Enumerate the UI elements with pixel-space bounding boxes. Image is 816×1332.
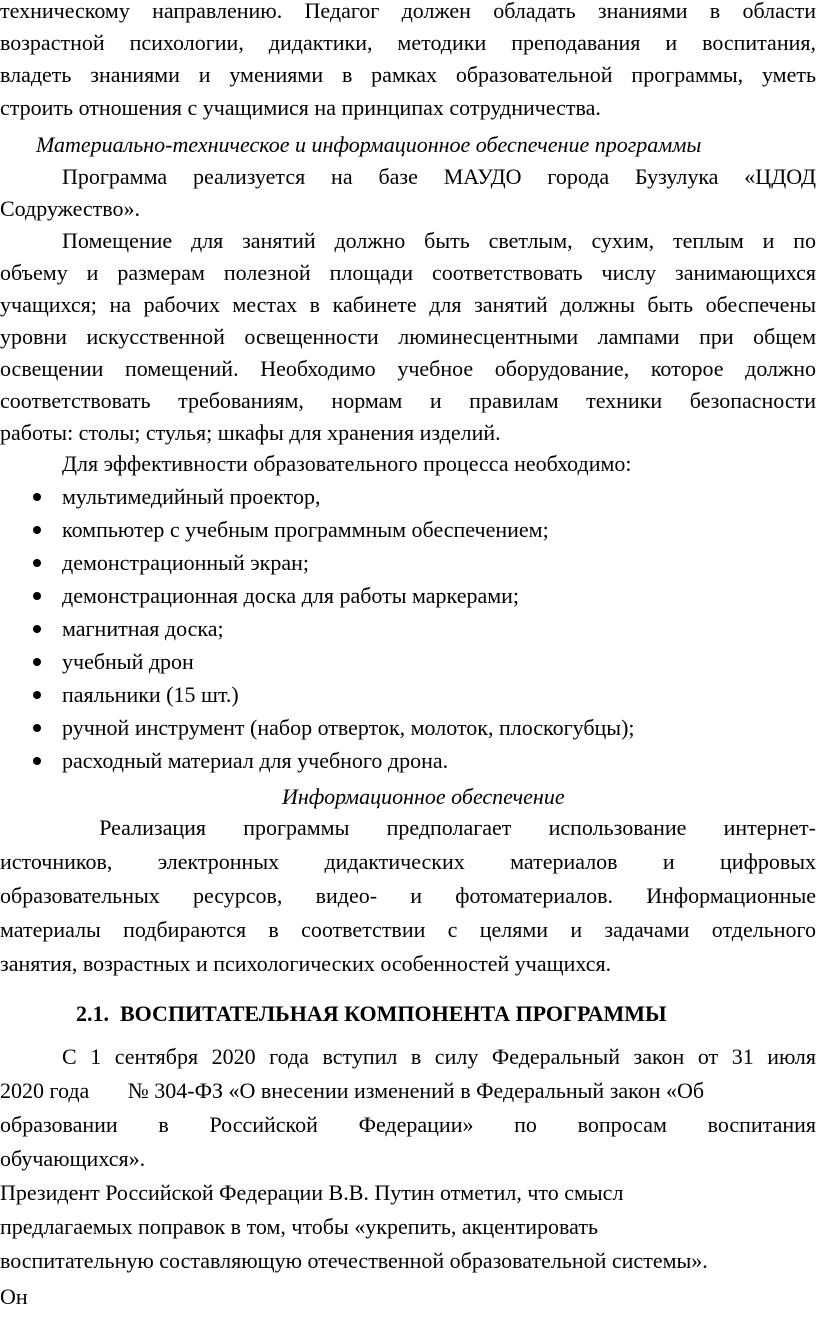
paragraph-line: Программа реализуется на базе МАУДО города Бузулука «ЦДОД — [62, 164, 816, 189]
bullet-icon — [33, 757, 41, 765]
paragraph-line: образовательных ресурсов, видео- и фотоматериалов. Информационные — [0, 883, 816, 908]
paragraph-line: возрастной психологии, дидактики, методики преподавания и воспитания, — [0, 30, 816, 55]
paragraph-line: объему и размерам полезной площади соответствовать числу занимающихся — [0, 260, 816, 285]
bullet-icon — [33, 691, 41, 699]
paragraph-line: С 1 сентября 2020 года вступил в силу Федеральный закон от 31 июля — [62, 1044, 816, 1069]
paragraph-line: учащихся; на рабочих местах в кабинете для занятий должны быть обеспечены — [0, 292, 816, 317]
paragraph-line: источников, электронных дидактических материалов и цифровых — [0, 849, 816, 874]
paragraph-line: материалы подбираются в соответствии с целями и задачами отдельного — [0, 917, 816, 942]
paragraph-line: Помещение для занятий должно быть светлым, сухим, теплым и по — [62, 228, 816, 253]
paragraph-line: техническому направлению. Педагог должен обладать знаниями в области — [0, 0, 816, 23]
paragraph-line: владеть знаниями и умениями в рамках образовательной программы, уметь — [0, 62, 816, 87]
bullet-icon — [33, 526, 41, 534]
bullet-icon — [33, 559, 41, 567]
bullet-icon — [33, 493, 41, 501]
paragraph-line: соответствовать требованиям, нормам и правилам техники безопасности — [0, 388, 816, 413]
bullet-icon — [33, 724, 41, 732]
paragraph-line: уровни искусственной освещенности люминесцентными лампами при общем — [0, 324, 816, 349]
bullet-icon — [33, 625, 41, 633]
paragraph-line: освещении помещений. Необходимо учебное оборудование, которое должно — [0, 356, 816, 381]
bullet-icon — [33, 592, 41, 600]
paragraph-line: Реализация программы предполагает использование интернет- — [62, 815, 816, 840]
bullet-icon — [33, 658, 41, 666]
paragraph-line: образовании в Российской Федерации» по вопросам воспитания — [0, 1112, 816, 1137]
document-page: техническому направлению. Педагог должен обладать знаниями в области возрастной психологии, дидактики, методики преподавания и воспитания, владеть знаниями и умениями в рамках образовательной программы, уметь строить отношения с учащимися на принципах сотрудничества. Материально-техническое и информационное обеспечение программы Программа реализуется на базе МАУДО города Бузулука «ЦДОД Содружество». Помещение для занятий должно быть светлым, сухим, теплым и по объему и размерам полезной площади соответствовать числу занимающихся учащихся; на рабочих местах в кабинете для занятий должны быть обеспечены уровни искусственной освещенности люминесцентными лампами при общем освещении помещений. Необходимо учебное оборудование, которое должно соответствовать требованиям, нормам и правилам техники безопасности работы: столы; стулья; шкафы для хранения изделий. Для эффективности образовательного процесса необходимо: мультимедийный проектор, компьютер с учебным программным обеспечением; демонстрационный экран; демонстрационная доска для работы маркерами; магнитная доска; учебный дрон паяльники (15 шт.) ручной инструмент (набор отверток, молоток, плоскогубцы); расходный материал для учебного дрона. Информационное обеспечение Реализация программы предполагает использование интернет- источников, электронных дидактических материалов и цифровых образовательных ресурсов, видео- и фотоматериалов. Информационные материалы подбираются в соответствии с целями и задачами отдельного занятия, возрастных и психологических особенностей учащихся. 2.1. ВОСПИТАТЕЛЬНАЯ КОМПОНЕНТА ПРОГРАММЫ С 1 сентября 2020 года вступил в силу Федеральный закон от 31 июля 2020 года № 304-ФЗ «О внесении изменений в Федеральный закон «Об образовании в Российской Федерации» по вопросам воспитания обучающихся». Президент Российской Федерации В.В. Путин отметил, что смысл предлагаемых поправок в том, чтобы «укрепить, акцентировать воспитательную составляющую отечественной образовательной системы». Он — [0, 0, 816, 1332]
